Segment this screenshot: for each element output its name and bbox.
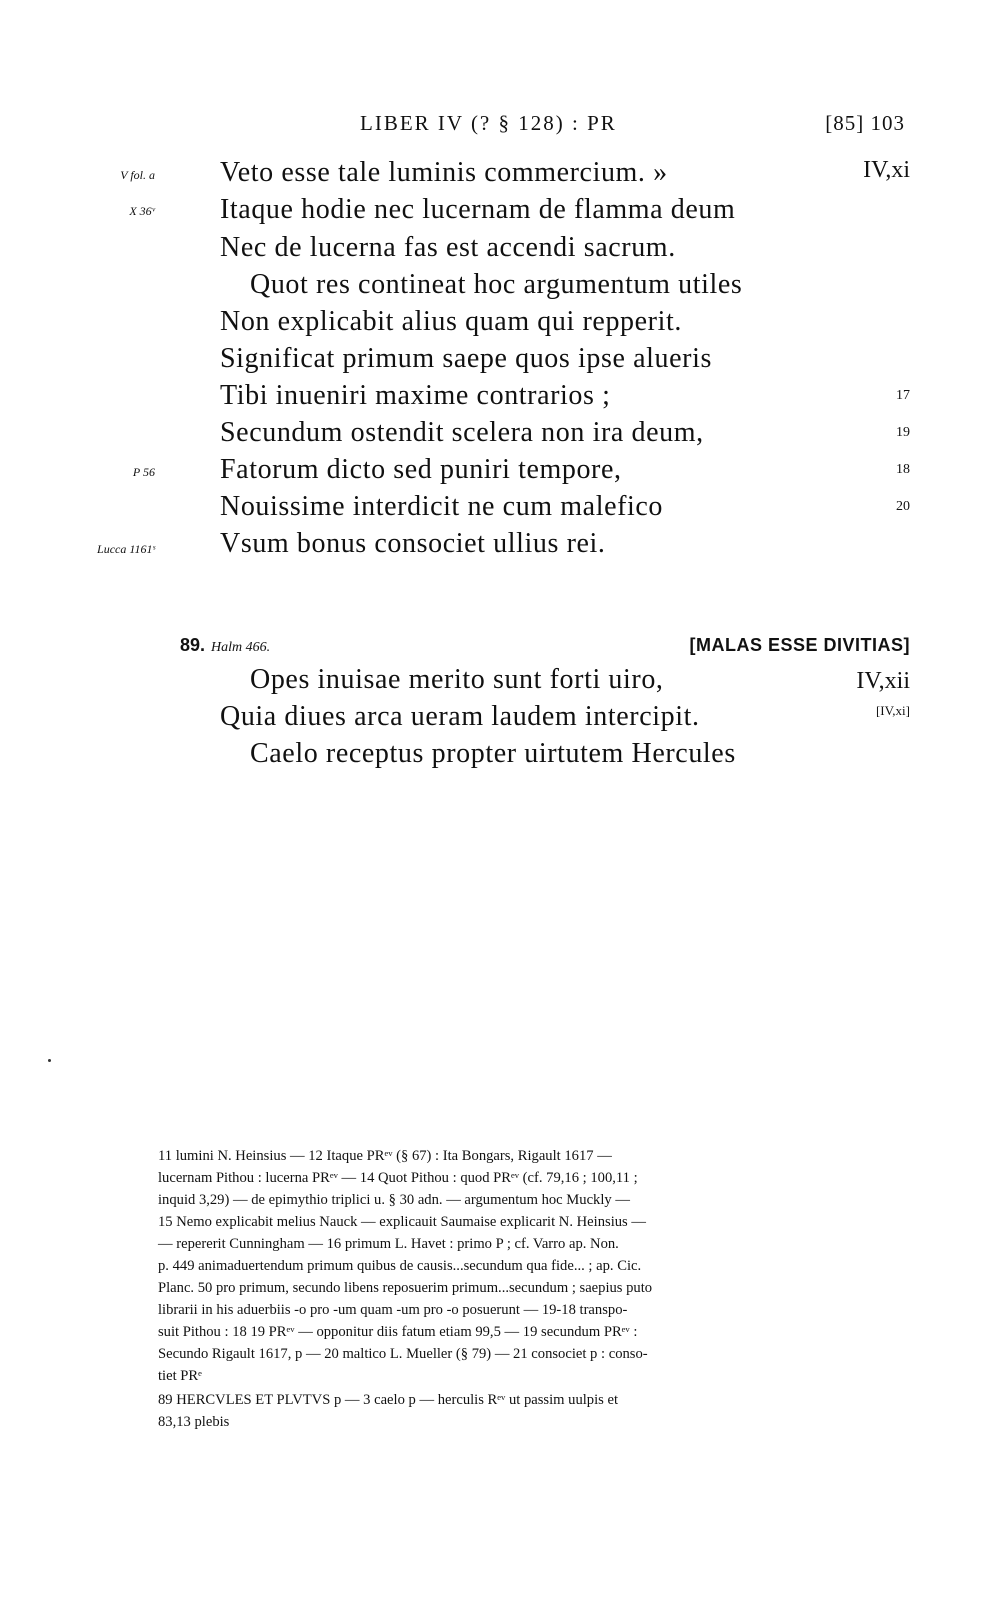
verse-line: Fatorum dicto sed puniri tempore, (220, 454, 622, 485)
section-source: Halm 466. (211, 640, 271, 655)
alt-fable-reference: [IV,xi] (875, 703, 910, 718)
margin-siglum: X 36ᵛ (129, 204, 155, 218)
verse-line: Itaque hodie nec lucernam de flamma deum (220, 194, 736, 225)
apparatus-line: — repererit Cunningham — 16 primum L. Havet : primo P ; cf. Varro ap. Non. (158, 1236, 619, 1252)
apparatus-line: suit Pithou : 18 19 PRᵉᵛ — opponitur diis fatum etiam 99,5 — 19 secundum PRᵉᵛ : (158, 1324, 638, 1340)
margin-siglum: Lucca 1161ˢ (97, 542, 155, 556)
book-fable-reference: IV,xi (863, 157, 910, 183)
apparatus-line: tiet PRᵉ (158, 1368, 202, 1384)
verse-line: Opes inuisae merito sunt forti uiro, (250, 664, 664, 695)
page-number: [85] 103 (825, 111, 905, 135)
book-fable-reference: IV,xii (856, 668, 910, 694)
apparatus-line: lucernam Pithou : lucerna PRᵉᵛ — 14 Quot Pithou : quod PRᵉᵛ (cf. 79,16 ; 100,11 ; (158, 1170, 638, 1186)
verse-line: Secundum ostendit scelera non ira deum, (220, 417, 704, 448)
margin-siglum: V fol. a (120, 168, 155, 182)
verse-line: Nec de lucerna fas est accendi sacrum. (220, 232, 676, 263)
apparatus-line: 89 HERCVLES ET PLVTVS p — 3 caelo p — herculis Rᵉᵛ ut passim uulpis et (158, 1392, 619, 1408)
apparatus-line: 83,13 plebis (158, 1414, 230, 1430)
verse-line: Vsum bonus consociet ullius rei. (220, 528, 606, 559)
apparatus-line: 11 lumini N. Heinsius — 12 Itaque PRᵉᵛ (§ 67) : Ita Bongars, Rigault 1617 — (158, 1148, 612, 1164)
section-heading (180, 635, 910, 656)
section-title: [MALAS ESSE DIVITIAS] (689, 635, 910, 655)
apparatus-line: 15 Nemo explicabit melius Nauck — explicauit Saumaise explicarit N. Heinsius — (158, 1214, 646, 1230)
verse-line: Significat primum saepe quos ipse alueris (220, 343, 712, 374)
verse-line: Quot res contineat hoc argumentum utiles (250, 269, 743, 300)
verse-line: Tibi inueniri maxime contrarios ; (220, 380, 611, 411)
apparatus-line: inquid 3,29) — de epimythio triplici u. § 30 adn. — argumentum hoc Muckly — (158, 1192, 630, 1208)
page-header-title: LIBER IV (? § 128) : PR (360, 111, 617, 135)
page-mark (48, 1059, 51, 1062)
verse-line: Caelo receptus propter uirtutem Hercules (250, 738, 736, 769)
line-number: 18 (896, 462, 910, 477)
line-number: 20 (896, 499, 910, 514)
verse-line: Veto esse tale luminis commercium. » (220, 157, 668, 188)
margin-siglum: P 56 (132, 465, 155, 479)
apparatus-line: Planc. 50 pro primum, secundo libens reposuerim primum...secundum ; saepius puto (158, 1280, 653, 1296)
verse-line: Nouissime interdicit ne cum malefico (220, 491, 664, 522)
apparatus-line: librarii in his aduerbiis -o pro -um quam -um pro -o posuerunt — 19-18 transpo- (158, 1302, 628, 1318)
section-number: 89. (180, 635, 206, 655)
line-number: 19 (896, 425, 910, 440)
verse-line: Quia diues arca ueram laudem intercipit. (220, 701, 700, 732)
line-number: 17 (896, 388, 910, 403)
apparatus-line: Secundo Rigault 1617, p — 20 maltico L. Mueller (§ 79) — 21 consociet p : conso- (158, 1346, 648, 1362)
apparatus-line: p. 449 animaduertendum primum quibus de causis...secundum qua fide... ; ap. Cic. (158, 1258, 642, 1274)
verse-line: Non explicabit alius quam qui repperit. (220, 306, 682, 337)
